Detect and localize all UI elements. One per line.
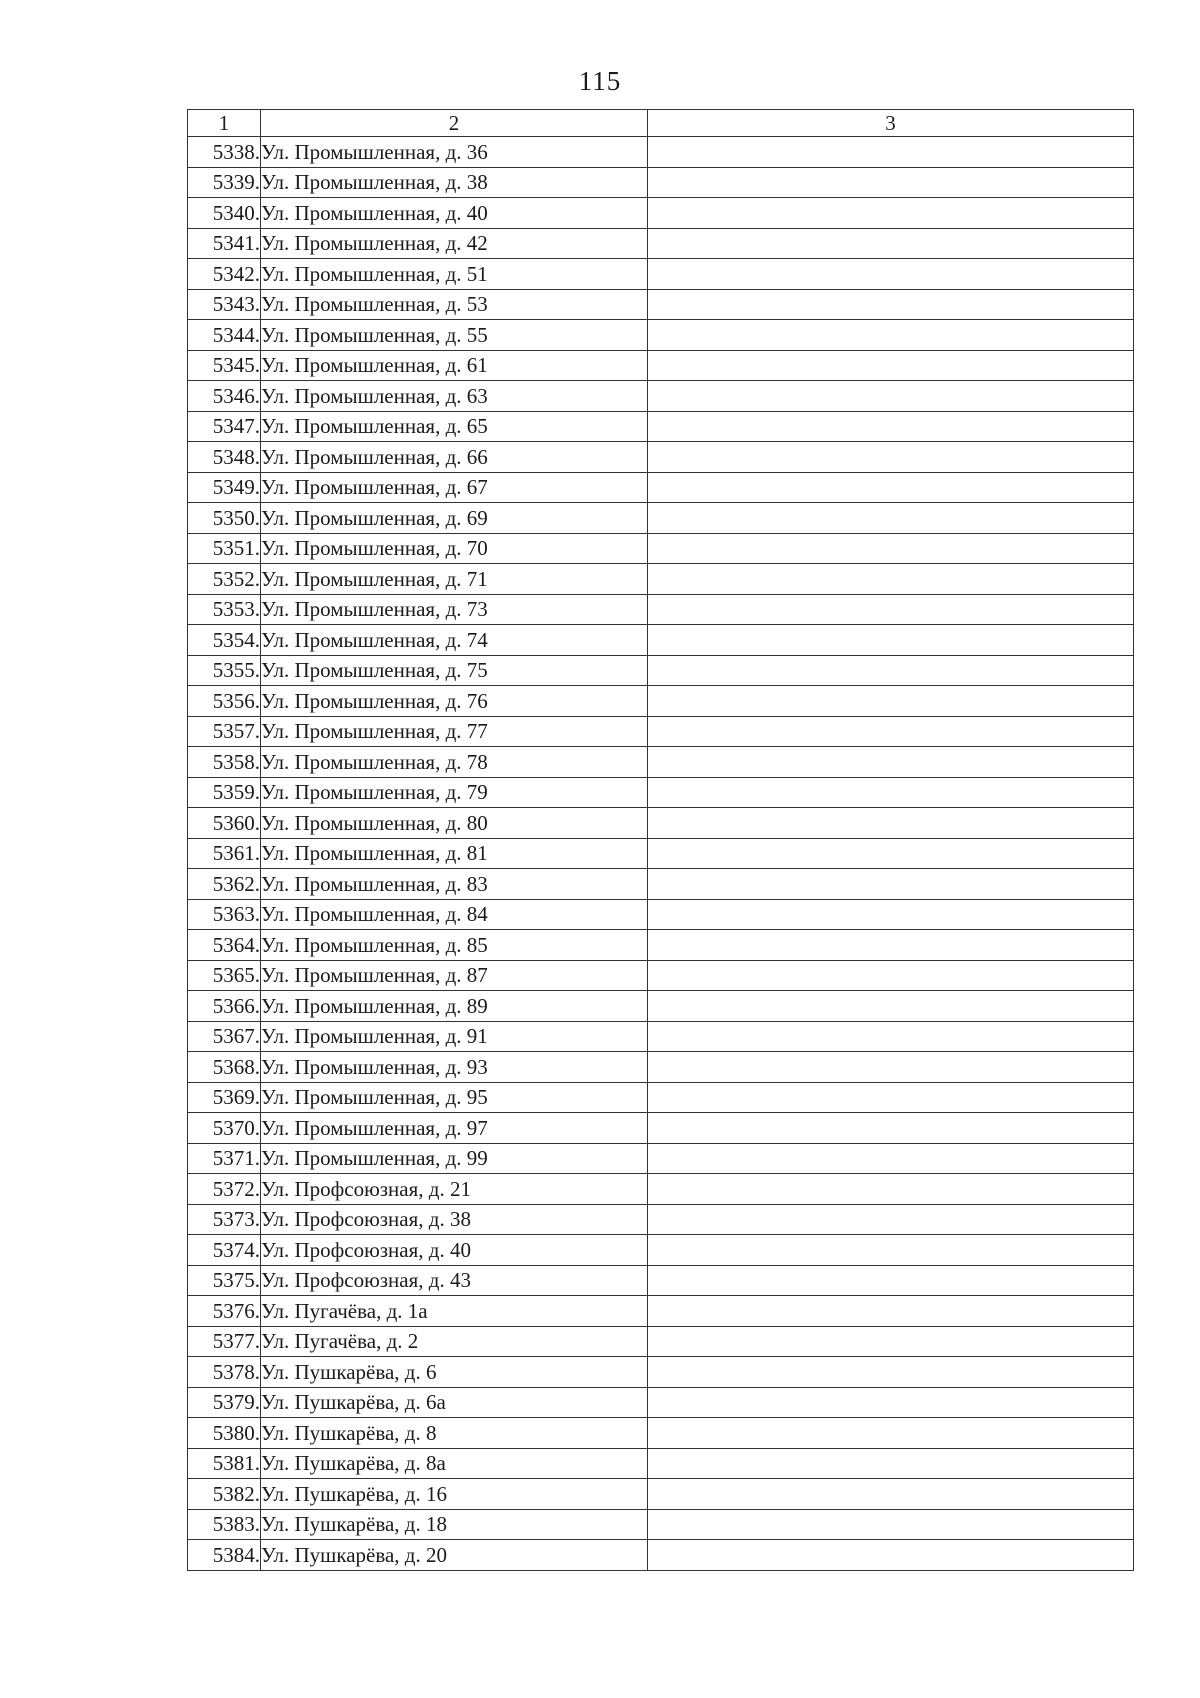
row-number-cell: 5357.	[188, 716, 261, 747]
row-number-cell: 5381.	[188, 1448, 261, 1479]
address-cell: Ул. Промышленная, д. 61	[261, 350, 648, 381]
table-row	[188, 259, 1134, 290]
address-cell: Ул. Промышленная, д. 78	[261, 747, 648, 778]
row-number-cell: 5375.	[188, 1265, 261, 1296]
table-row	[188, 1204, 1134, 1235]
address-cell: Ул. Промышленная, д. 67	[261, 472, 648, 503]
address-cell: Ул. Профсоюзная, д. 38	[261, 1204, 648, 1235]
table-row	[188, 1021, 1134, 1052]
address-cell: Ул. Промышленная, д. 75	[261, 655, 648, 686]
table-header-row	[188, 110, 1134, 137]
empty-column-3-cell	[648, 503, 1134, 534]
table-row	[188, 777, 1134, 808]
row-number-cell: 5348.	[188, 442, 261, 473]
address-cell: Ул. Промышленная, д. 63	[261, 381, 648, 412]
address-cell: Ул. Пугачёва, д. 1а	[261, 1296, 648, 1327]
address-cell: Ул. Промышленная, д. 71	[261, 564, 648, 595]
address-cell: Ул. Промышленная, д. 81	[261, 838, 648, 869]
address-cell: Ул. Промышленная, д. 84	[261, 899, 648, 930]
table-row	[188, 503, 1134, 534]
table-row	[188, 991, 1134, 1022]
row-number-cell: 5365.	[188, 960, 261, 991]
row-number-cell: 5372.	[188, 1174, 261, 1205]
row-number-cell: 5371.	[188, 1143, 261, 1174]
row-number-cell: 5338.	[188, 137, 261, 168]
table-row	[188, 747, 1134, 778]
table-row	[188, 1357, 1134, 1388]
address-cell: Ул. Промышленная, д. 74	[261, 625, 648, 656]
empty-column-3-cell	[648, 1479, 1134, 1510]
empty-column-3-cell	[648, 320, 1134, 351]
table-row	[188, 930, 1134, 961]
table-row	[188, 167, 1134, 198]
table-row	[188, 1265, 1134, 1296]
row-number-cell: 5364.	[188, 930, 261, 961]
row-number-cell: 5345.	[188, 350, 261, 381]
empty-column-3-cell	[648, 808, 1134, 839]
table-row	[188, 533, 1134, 564]
row-number-cell: 5339.	[188, 167, 261, 198]
table-body	[188, 137, 1134, 1571]
table-row	[188, 350, 1134, 381]
table-row	[188, 625, 1134, 656]
address-cell: Ул. Пушкарёва, д. 8а	[261, 1448, 648, 1479]
empty-column-3-cell	[648, 350, 1134, 381]
row-number-cell: 5376.	[188, 1296, 261, 1327]
address-cell: Ул. Промышленная, д. 79	[261, 777, 648, 808]
address-cell: Ул. Промышленная, д. 76	[261, 686, 648, 717]
table-row	[188, 899, 1134, 930]
empty-column-3-cell	[648, 564, 1134, 595]
address-cell: Ул. Профсоюзная, д. 43	[261, 1265, 648, 1296]
table-row	[188, 594, 1134, 625]
address-cell: Ул. Промышленная, д. 36	[261, 137, 648, 168]
row-number-cell: 5369.	[188, 1082, 261, 1113]
empty-column-3-cell	[648, 1113, 1134, 1144]
table-row	[188, 1387, 1134, 1418]
row-number-cell: 5353.	[188, 594, 261, 625]
address-cell: Ул. Пушкарёва, д. 6а	[261, 1387, 648, 1418]
row-number-cell: 5347.	[188, 411, 261, 442]
address-cell: Ул. Промышленная, д. 51	[261, 259, 648, 290]
address-cell: Ул. Промышленная, д. 85	[261, 930, 648, 961]
row-number-cell: 5368.	[188, 1052, 261, 1083]
table-row	[188, 289, 1134, 320]
page-number: 115	[578, 66, 622, 96]
address-cell: Ул. Пушкарёва, д. 20	[261, 1540, 648, 1571]
table-row	[188, 960, 1134, 991]
column-header-1: 1	[188, 110, 261, 137]
table-row	[188, 716, 1134, 747]
table-row	[188, 137, 1134, 168]
table-row	[188, 655, 1134, 686]
address-cell: Ул. Промышленная, д. 66	[261, 442, 648, 473]
address-cell: Ул. Промышленная, д. 38	[261, 167, 648, 198]
empty-column-3-cell	[648, 991, 1134, 1022]
empty-column-3-cell	[648, 1235, 1134, 1266]
table-row	[188, 198, 1134, 229]
empty-column-3-cell	[648, 686, 1134, 717]
empty-column-3-cell	[648, 838, 1134, 869]
empty-column-3-cell	[648, 137, 1134, 168]
table-row	[188, 1326, 1134, 1357]
empty-column-3-cell	[648, 1082, 1134, 1113]
empty-column-3-cell	[648, 960, 1134, 991]
empty-column-3-cell	[648, 1052, 1134, 1083]
table-row	[188, 411, 1134, 442]
table-row	[188, 1448, 1134, 1479]
table-row	[188, 442, 1134, 473]
address-cell: Ул. Профсоюзная, д. 21	[261, 1174, 648, 1205]
address-cell: Ул. Промышленная, д. 97	[261, 1113, 648, 1144]
address-cell: Ул. Профсоюзная, д. 40	[261, 1235, 648, 1266]
table-row	[188, 320, 1134, 351]
empty-column-3-cell	[648, 442, 1134, 473]
empty-column-3-cell	[648, 1296, 1134, 1327]
empty-column-3-cell	[648, 1448, 1134, 1479]
address-cell: Ул. Промышленная, д. 42	[261, 228, 648, 259]
row-number-cell: 5350.	[188, 503, 261, 534]
empty-column-3-cell	[648, 1204, 1134, 1235]
row-number-cell: 5362.	[188, 869, 261, 900]
column-header-2: 2	[261, 110, 648, 137]
row-number-cell: 5354.	[188, 625, 261, 656]
row-number-cell: 5360.	[188, 808, 261, 839]
empty-column-3-cell	[648, 411, 1134, 442]
empty-column-3-cell	[648, 228, 1134, 259]
address-cell: Ул. Промышленная, д. 80	[261, 808, 648, 839]
table-row	[188, 472, 1134, 503]
address-cell: Ул. Промышленная, д. 89	[261, 991, 648, 1022]
empty-column-3-cell	[648, 869, 1134, 900]
empty-column-3-cell	[648, 747, 1134, 778]
row-number-cell: 5367.	[188, 1021, 261, 1052]
address-cell: Ул. Промышленная, д. 69	[261, 503, 648, 534]
table-row	[188, 1052, 1134, 1083]
row-number-cell: 5370.	[188, 1113, 261, 1144]
row-number-cell: 5351.	[188, 533, 261, 564]
table-row	[188, 1540, 1134, 1571]
row-number-cell: 5373.	[188, 1204, 261, 1235]
address-table	[187, 109, 1134, 1571]
row-number-cell: 5352.	[188, 564, 261, 595]
table-row	[188, 564, 1134, 595]
row-number-cell: 5341.	[188, 228, 261, 259]
address-cell: Ул. Пушкарёва, д. 6	[261, 1357, 648, 1388]
row-number-cell: 5358.	[188, 747, 261, 778]
table-row	[188, 1296, 1134, 1327]
table-row	[188, 808, 1134, 839]
address-cell: Ул. Промышленная, д. 93	[261, 1052, 648, 1083]
address-cell: Ул. Промышленная, д. 83	[261, 869, 648, 900]
row-number-cell: 5379.	[188, 1387, 261, 1418]
empty-column-3-cell	[648, 1174, 1134, 1205]
address-cell: Ул. Пушкарёва, д. 16	[261, 1479, 648, 1510]
empty-column-3-cell	[648, 625, 1134, 656]
table-row	[188, 1235, 1134, 1266]
empty-column-3-cell	[648, 594, 1134, 625]
address-cell: Ул. Промышленная, д. 70	[261, 533, 648, 564]
address-cell: Ул. Промышленная, д. 77	[261, 716, 648, 747]
empty-column-3-cell	[648, 1143, 1134, 1174]
empty-column-3-cell	[648, 1357, 1134, 1388]
row-number-cell: 5355.	[188, 655, 261, 686]
row-number-cell: 5374.	[188, 1235, 261, 1266]
empty-column-3-cell	[648, 1265, 1134, 1296]
address-cell: Ул. Промышленная, д. 40	[261, 198, 648, 229]
table-row	[188, 228, 1134, 259]
address-cell: Ул. Промышленная, д. 73	[261, 594, 648, 625]
table-row	[188, 381, 1134, 412]
empty-column-3-cell	[648, 777, 1134, 808]
empty-column-3-cell	[648, 1418, 1134, 1449]
row-number-cell: 5361.	[188, 838, 261, 869]
empty-column-3-cell	[648, 655, 1134, 686]
empty-column-3-cell	[648, 899, 1134, 930]
column-header-3: 3	[648, 110, 1134, 137]
empty-column-3-cell	[648, 1509, 1134, 1540]
address-cell: Ул. Промышленная, д. 87	[261, 960, 648, 991]
table-row	[188, 1174, 1134, 1205]
address-cell: Ул. Промышленная, д. 99	[261, 1143, 648, 1174]
row-number-cell: 5342.	[188, 259, 261, 290]
address-cell: Ул. Промышленная, д. 65	[261, 411, 648, 442]
table-row	[188, 869, 1134, 900]
row-number-cell: 5340.	[188, 198, 261, 229]
empty-column-3-cell	[648, 198, 1134, 229]
row-number-cell: 5366.	[188, 991, 261, 1022]
empty-column-3-cell	[648, 259, 1134, 290]
address-cell: Ул. Промышленная, д. 95	[261, 1082, 648, 1113]
row-number-cell: 5383.	[188, 1509, 261, 1540]
empty-column-3-cell	[648, 1326, 1134, 1357]
empty-column-3-cell	[648, 1540, 1134, 1571]
address-cell: Ул. Промышленная, д. 55	[261, 320, 648, 351]
row-number-cell: 5382.	[188, 1479, 261, 1510]
row-number-cell: 5356.	[188, 686, 261, 717]
empty-column-3-cell	[648, 1021, 1134, 1052]
empty-column-3-cell	[648, 533, 1134, 564]
empty-column-3-cell	[648, 289, 1134, 320]
table-row	[188, 1509, 1134, 1540]
address-cell: Ул. Промышленная, д. 53	[261, 289, 648, 320]
empty-column-3-cell	[648, 716, 1134, 747]
empty-column-3-cell	[648, 930, 1134, 961]
table-row	[188, 686, 1134, 717]
table-row	[188, 1143, 1134, 1174]
address-cell: Ул. Промышленная, д. 91	[261, 1021, 648, 1052]
row-number-cell: 5346.	[188, 381, 261, 412]
row-number-cell: 5384.	[188, 1540, 261, 1571]
row-number-cell: 5377.	[188, 1326, 261, 1357]
row-number-cell: 5378.	[188, 1357, 261, 1388]
row-number-cell: 5344.	[188, 320, 261, 351]
row-number-cell: 5359.	[188, 777, 261, 808]
row-number-cell: 5349.	[188, 472, 261, 503]
empty-column-3-cell	[648, 167, 1134, 198]
table-row	[188, 1418, 1134, 1449]
address-cell: Ул. Пушкарёва, д. 18	[261, 1509, 648, 1540]
row-number-cell: 5343.	[188, 289, 261, 320]
table-row	[188, 838, 1134, 869]
address-cell: Ул. Пушкарёва, д. 8	[261, 1418, 648, 1449]
table-row	[188, 1479, 1134, 1510]
empty-column-3-cell	[648, 1387, 1134, 1418]
table-row	[188, 1082, 1134, 1113]
empty-column-3-cell	[648, 381, 1134, 412]
empty-column-3-cell	[648, 472, 1134, 503]
row-number-cell: 5363.	[188, 899, 261, 930]
address-cell: Ул. Пугачёва, д. 2	[261, 1326, 648, 1357]
row-number-cell: 5380.	[188, 1418, 261, 1449]
table-row	[188, 1113, 1134, 1144]
